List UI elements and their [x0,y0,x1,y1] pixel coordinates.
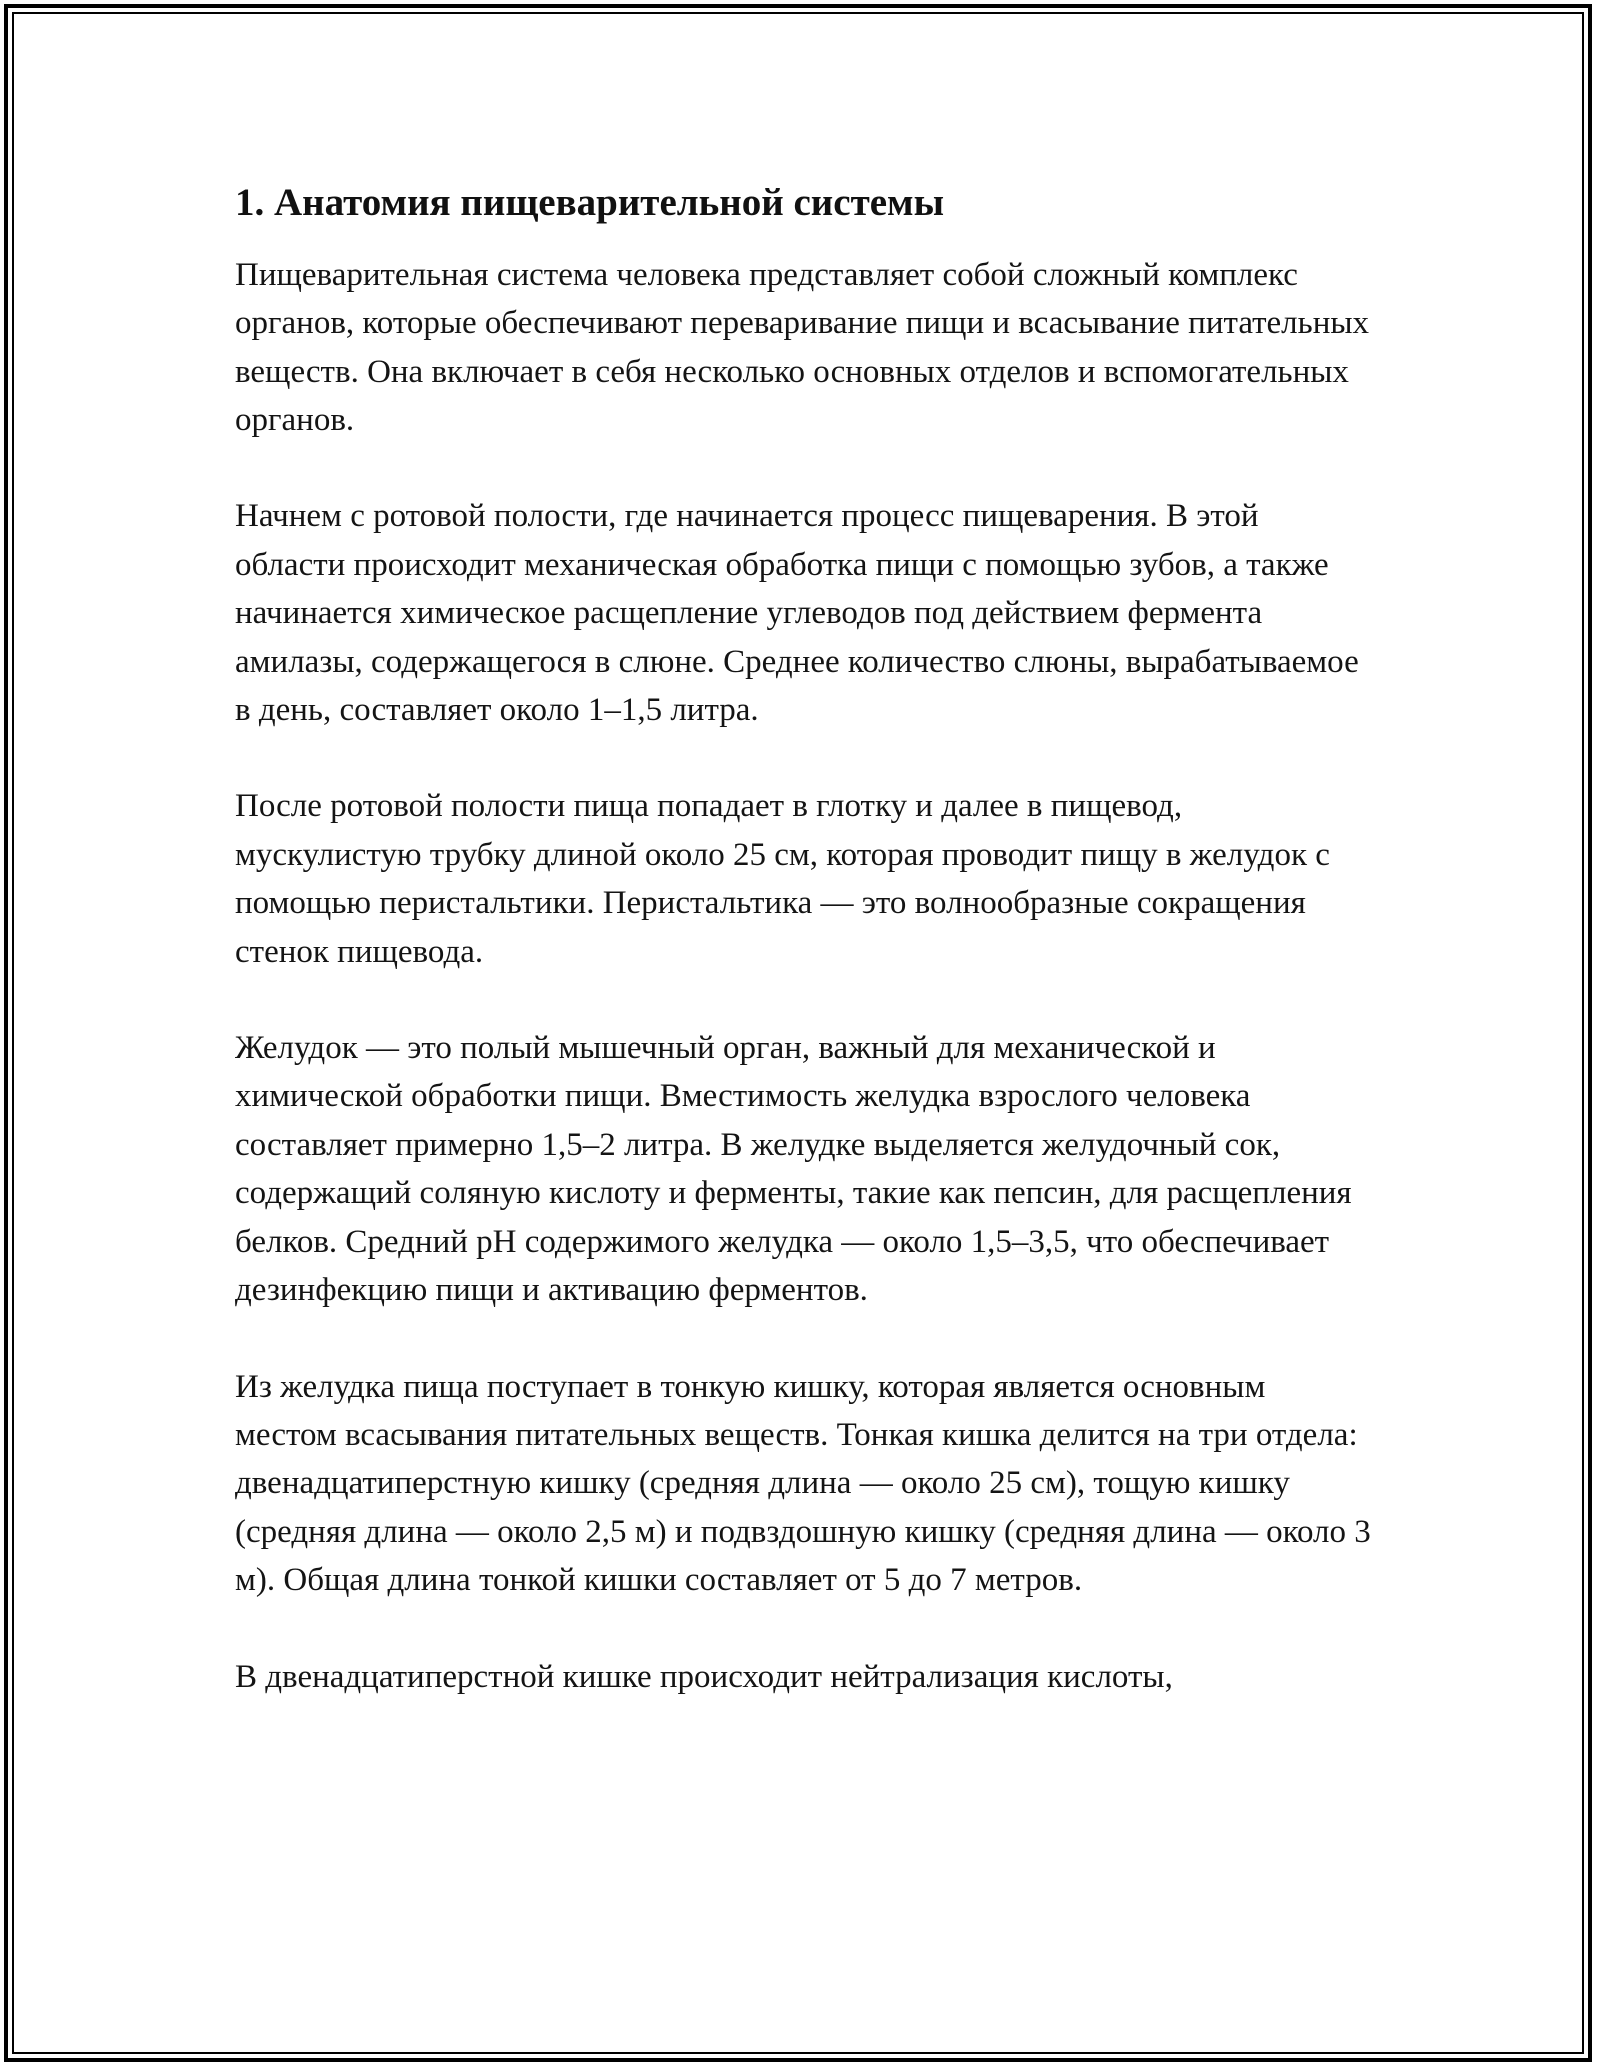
document-body [235,180,1375,1749]
paragraph-stomach: Желудок — это полый мышечный орган, важный для механической и химической обработки пищи. Вместимость желудка взрослого человека составляет примерно 1,5–2 литра. В желудке выделяется желудочный сок, содержащий соляную кислоту и ферменты, такие как пепсин, для расщепления белков. Средний pH содержимого желудка — около 1,5–3,5, что обеспечивает дезинфекцию пищи и активацию ферментов. [235,1030,1352,1309]
paragraph-overview: Пищеварительная система человека представляет собой сложный комплекс органов, которые обеспечивают переваривание пищи и всасывание питательных веществ. Она включает в себя несколько основных отделов и вспомогательных органов. [235,256,1370,439]
paragraph-duodenum: В двенадцатиперстной кишке происходит нейтрализация кислоты, [235,1658,1173,1695]
paragraph-esophagus: После ротовой полости пища попадает в глотку и далее в пищевод, мускулистую трубку длиной около 25 см, которая проводит пищу в желудок с помощью перистальтики. Перистальтика — это волнообразные сокращения стенок пищевода. [235,788,1330,970]
section-heading: 1. Анатомия пищеварительной системы [235,181,945,224]
paragraph-oral-cavity: Начнем с ротовой полости, где начинается процесс пищеварения. В этой области происходит механическая обработка пищи с помощью зубов, а также начинается химическое расщепление углеводов под действием фермента амилазы, содержащегося в слюне. Среднее количество слюны, вырабатываемое в день, составляет около 1–1,5 литра. [235,498,1359,729]
paragraph-small-intestine: Из желудка пища поступает в тонкую кишку, которая является основным местом всасывания питательных веществ. Тонкая кишка делится на три отдела: двенадцатиперстную кишку (средняя длина — около 25 см), тощую кишку (средняя длина — около 2,5 м) и подвздошную кишку (средняя длина — около 3 м). Общая длина тонкой кишки составляет от 5 до 7 метров. [235,1368,1371,1599]
